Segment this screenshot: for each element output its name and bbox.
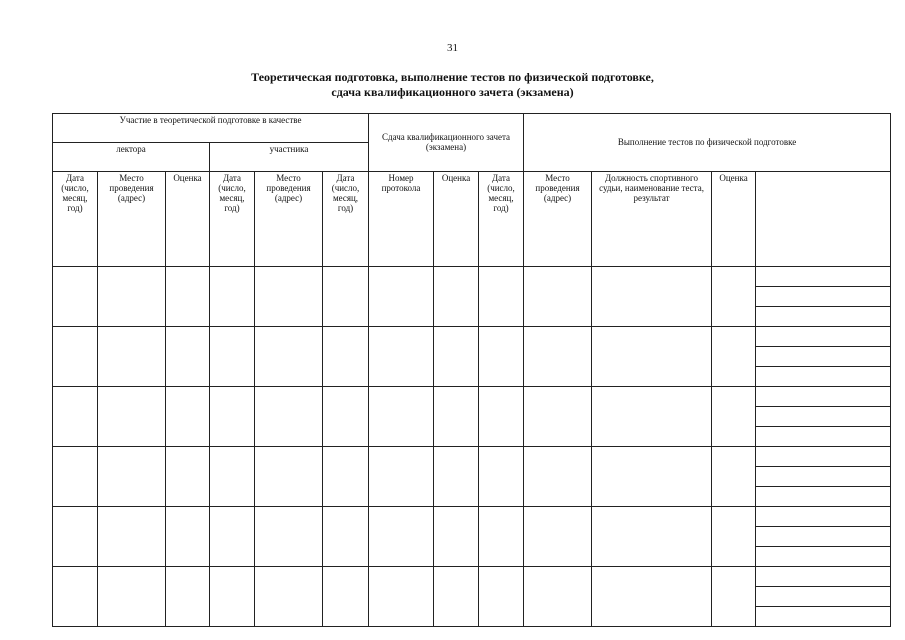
header-participant: участника	[210, 142, 369, 171]
entry-cell	[323, 447, 369, 507]
entry-cell	[592, 327, 712, 387]
col-lecturer-place: Место проведения (адрес)	[98, 171, 166, 266]
entry-cell	[592, 387, 712, 447]
entry-cell	[98, 507, 166, 567]
entry-cell	[712, 327, 756, 387]
organization-line	[756, 407, 891, 427]
entry-cell	[479, 327, 524, 387]
entry-cell	[592, 567, 712, 627]
entry-cell	[166, 567, 210, 627]
entry-cell	[524, 447, 592, 507]
table-row	[53, 507, 891, 527]
page-number: 31	[447, 42, 458, 54]
col-tests-grade: Оценка	[712, 171, 756, 266]
header-theory-group: Участие в теоретической подготовке в качестве	[53, 114, 369, 143]
entry-cell	[323, 387, 369, 447]
entry-cell	[98, 387, 166, 447]
entry-cell	[53, 327, 98, 387]
organization-line	[756, 547, 891, 567]
entry-cell	[323, 327, 369, 387]
col-exam-date: Дата (число, месяц, год)	[323, 171, 369, 266]
entry-cell	[524, 327, 592, 387]
entry-cell	[434, 327, 479, 387]
organization-line	[756, 307, 891, 327]
organization-line	[756, 287, 891, 307]
entry-cell	[210, 387, 255, 447]
entry-cell	[434, 447, 479, 507]
organization-line	[756, 567, 891, 587]
col-lecturer-grade: Оценка	[166, 171, 210, 266]
organization-line	[756, 347, 891, 367]
entry-cell	[524, 507, 592, 567]
entry-cell	[369, 327, 434, 387]
organization-line	[756, 367, 891, 387]
organization-line	[756, 607, 891, 627]
entry-cell	[323, 267, 369, 327]
organization-line	[756, 387, 891, 407]
organization-line	[756, 587, 891, 607]
entry-cell	[524, 567, 592, 627]
entry-cell	[166, 507, 210, 567]
entry-cell	[479, 447, 524, 507]
entry-cell	[479, 387, 524, 447]
table-row	[53, 327, 891, 347]
entry-cell	[369, 387, 434, 447]
entry-cell	[255, 567, 323, 627]
organization-line	[756, 267, 891, 287]
col-exam-protocol: Номер протокола	[369, 171, 434, 266]
entry-cell	[255, 387, 323, 447]
header-lecturer: лектора	[53, 142, 210, 171]
entry-cell	[369, 507, 434, 567]
entry-cell	[323, 507, 369, 567]
entry-cell	[255, 447, 323, 507]
entry-cell	[210, 267, 255, 327]
organization-line	[756, 427, 891, 447]
table-row	[53, 387, 891, 407]
header-exam-group: Сдача квалификационного зачета (экзамена)	[369, 114, 524, 172]
entry-cell	[479, 267, 524, 327]
header-tests-group: Выполнение тестов по физической подготовке	[524, 114, 891, 172]
organization-line	[756, 487, 891, 507]
entry-cell	[255, 327, 323, 387]
entry-cell	[712, 387, 756, 447]
entry-cell	[592, 267, 712, 327]
col-tests-date: Дата (число, месяц, год)	[479, 171, 524, 266]
entry-cell	[98, 567, 166, 627]
entry-cell	[434, 567, 479, 627]
table-row	[53, 567, 891, 587]
entry-cell	[479, 567, 524, 627]
entry-cell	[434, 267, 479, 327]
col-tests-place: Место проведения (адрес)	[524, 171, 592, 266]
entry-cell	[592, 447, 712, 507]
col-participant-date: Дата (число, месяц, год)	[210, 171, 255, 266]
table-row	[53, 267, 891, 287]
entry-cell	[712, 567, 756, 627]
entry-cell	[53, 387, 98, 447]
entry-cell	[210, 327, 255, 387]
entry-cell	[479, 507, 524, 567]
entry-cell	[98, 447, 166, 507]
entry-cell	[592, 507, 712, 567]
entry-cell	[53, 447, 98, 507]
entry-cell	[712, 267, 756, 327]
col-lecturer-date: Дата (число, месяц, год)	[53, 171, 98, 266]
col-exam-grade: Оценка	[434, 171, 479, 266]
entry-cell	[369, 447, 434, 507]
entry-cell	[255, 267, 323, 327]
entry-cell	[210, 567, 255, 627]
entry-cell	[369, 267, 434, 327]
entry-cell	[369, 567, 434, 627]
entry-cell	[166, 327, 210, 387]
col-participant-place: Место проведения (адрес)	[255, 171, 323, 266]
entry-cell	[53, 267, 98, 327]
organization-line	[756, 467, 891, 487]
entry-cell	[255, 507, 323, 567]
entry-cell	[524, 267, 592, 327]
entry-cell	[98, 267, 166, 327]
entry-cell	[434, 387, 479, 447]
entry-cell	[712, 507, 756, 567]
col-tests-judge: Должность спортивного судьи, наименование теста, результат	[592, 171, 712, 266]
table-row	[53, 447, 891, 467]
page-title	[0, 70, 905, 100]
entry-cell	[210, 447, 255, 507]
entry-cell	[166, 447, 210, 507]
organization-line	[756, 507, 891, 527]
entry-cell	[524, 387, 592, 447]
entry-cell	[323, 567, 369, 627]
page-title-line-1: Теоретическая подготовка, выполнение тестов по физической подготовке,	[251, 70, 654, 84]
organization-line	[756, 527, 891, 547]
entry-cell	[53, 507, 98, 567]
page-title-line-2: сдача квалификационного зачета (экзамена)	[331, 85, 574, 99]
entry-cell	[53, 567, 98, 627]
entry-cell	[166, 387, 210, 447]
entry-cell	[434, 507, 479, 567]
entry-cell	[712, 447, 756, 507]
record-table	[52, 113, 891, 627]
entry-cell	[98, 327, 166, 387]
entry-cell	[166, 267, 210, 327]
entry-cell	[210, 507, 255, 567]
organization-line	[756, 327, 891, 347]
organization-line	[756, 447, 891, 467]
